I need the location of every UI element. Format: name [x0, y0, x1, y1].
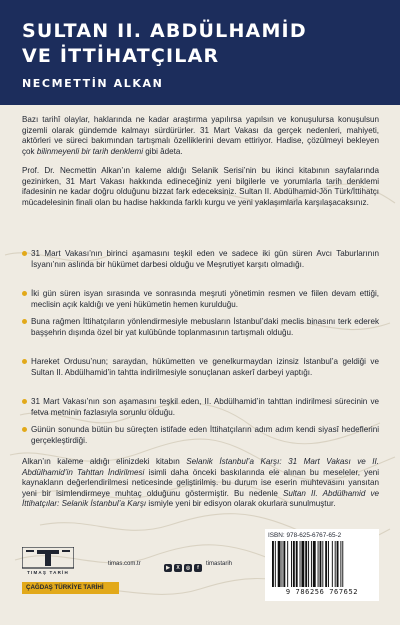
intro-italic-phrase: bilinmeyenli bir tarih denklemi: [36, 146, 144, 156]
title-header: [0, 0, 400, 105]
series-name: ÇAĞDAŞ TÜRKİYE TARİHİ: [26, 584, 104, 591]
closing-italic-title-2: Sultan II. Abdülhamid ve İttihatçılar: Selanik İstanbul’a Karşı: [22, 488, 379, 508]
social-icons: [164, 559, 204, 571]
bullet-text: Hareket Ordusu’nun; saraydan, hükümetten ve genelkurmaydan izinsiz İstanbul’a geldiği ve Sultan II. Abdülhamid’in tahtta indirilmesiyle sonuçlanan askerî darbeyi yaptığı.: [31, 357, 379, 377]
bullet-text: 31 Mart Vakası’nın birinci aşamasını teşkil eden ve sadece iki gün süren Avcı Taburlarının İsyanı’nın aslında bir hükümet darbesi olduğu ve Meşrutiyet karşıtı olmadığı.: [31, 249, 379, 269]
closing-text: Alkan’ın kaleme aldığı elinizdeki kitabın: [22, 457, 187, 466]
intro-paragraph-2: Prof. Dr. Necmettin Alkan’ın kaleme aldığı Selanik Serisi’nin bu ikinci kitabının sayfalarında gezinirken, 31 Mart Vakası hakkında edineceğiniz yeni bilgilerle ve yorumlarla tarih denklemi ifadesinin ne kadar doğru olduğunu bizzat fark edeceksiniz. Sultan II. Abdülhamid-Jön Türk/İttihatçı mücadelesinin finali olan bu hadise hakkında farklı kurgu ve yeni yaklaşımlarla karşılaşacaksınız.: [22, 166, 379, 207]
intro-paragraph-1: [22, 115, 379, 157]
bullet-dot-icon: [22, 427, 27, 432]
book-title-line-1: SULTAN II. ABDÜLHAMİD: [22, 20, 307, 42]
bullet-dot-icon: [22, 251, 27, 256]
bullet-dot-icon: [22, 359, 27, 364]
instagram-icon[interactable]: ◎: [185, 564, 191, 571]
intro-text: Bazı tarihî olaylar, haklarında ne kadar araştırma yapılırsa yapılsın ve konuşulursa konuşulsun gizemli olarak gündemde kalmayı sürdürürler. 31 Mart Vakası da gerçek nedenleri, mahiyeti, aktörleri ve süreci bakımından tartışmalı özelliklerini devam ettiriyor. Hadise, çözülmeyi bekleyen çok: [22, 115, 379, 156]
closing-paragraph: [22, 457, 379, 510]
social-handle[interactable]: timastarih: [206, 561, 233, 567]
closing-text: ismiyle yeni bir edisyon olarak okurlara sunulmuştur.: [146, 499, 336, 508]
bullet-dot-icon: [22, 319, 27, 324]
bullet-text: İki gün süren isyan sırasında ve sonrasında meşruti yönetimin resmen ve fiilen devam ettiği, meclisin açık kaldığı ve yeni hükümetin hemen kurulduğu.: [31, 289, 379, 309]
facebook-icon[interactable]: f: [194, 564, 202, 572]
x-icon[interactable]: X: [174, 564, 182, 572]
intro-text-end: gibi âdeta.: [143, 146, 183, 156]
closing-italic-title-1: Selanik İstanbul’a Karşı: 31 Mart Vakası ve II. Abdülhamid’in Tahttan İndirilmesi: [22, 457, 379, 477]
bullet-text: Günün sonunda bütün bu süreçten istifade eden İttihatçıların adım adım kendi siyasî hedeflerini gerçekleştirdiği.: [31, 425, 379, 445]
website-link[interactable]: timas.com.tr: [108, 561, 141, 567]
book-title-line-2: VE İTTİHATÇILAR: [22, 45, 220, 67]
author-name: NECMETTİN ALKAN: [22, 77, 164, 90]
bullet-text: 31 Mart Vakası’nın son aşamasını teşkil eden, II. Abdülhamid’in tahttan indirilmesi sürecinin ve fetva metninin fazlasıyla sorunlu olduğu.: [31, 397, 379, 417]
bullet-text: Buna rağmen İttihatçıların yönlendirmesiyle mebusların İstanbul’daki meclis binasını terk ederek başşehrin dışında özel bir yat kulübünde toplanmasının tartışmalı olduğu.: [31, 317, 379, 337]
bullet-dot-icon: [22, 291, 27, 296]
youtube-icon[interactable]: ▶: [164, 564, 172, 572]
bullet-dot-icon: [22, 399, 27, 404]
publisher-logo-text: TIMAŞ TARİH: [27, 570, 69, 575]
isbn-text: ISBN: 978-625-6767-65-2: [268, 532, 342, 539]
closing-text: isimli daha önceki baskılarında ele alınan bu meseleler, yeni kaynakların değerlendirilmesi neticesinde geliştirilmiş. bu durum ise eserin muhtevasını yansıtan yeni bir isimlendirmeye muhtaç olduğunu göstermiştir. Bu nedenle: [22, 467, 379, 498]
barcode: [270, 541, 374, 587]
barcode-number: 9 786256 767652: [285, 588, 359, 596]
